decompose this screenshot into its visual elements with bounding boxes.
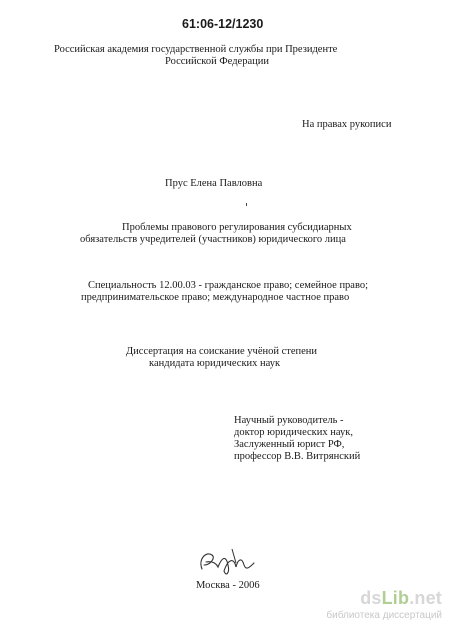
institution-line-1: Российская академия государственной службы при Президенте [54, 44, 338, 55]
institution-line-2: Российской Федерации [165, 56, 269, 67]
place-year: Москва - 2006 [196, 580, 260, 591]
supervisor-line-2: доктор юридических наук, [234, 427, 353, 438]
brand-ds: ds [360, 588, 382, 608]
watermark-brand [360, 588, 442, 609]
supervisor-line-1: Научный руководитель - [234, 415, 344, 426]
watermark-logo [326, 588, 446, 626]
handwritten-signature [196, 545, 260, 581]
supervisor-line-3: Заслуженный юрист РФ, [234, 439, 345, 450]
specialty-line-2: предпринимательское право; международное частное право [81, 292, 350, 303]
brand-lib: Lib [381, 588, 410, 608]
document-code: 61:06-12/1230 [182, 17, 264, 31]
title-line-2: обязательств учредителей (участников) юридического лица [80, 234, 346, 245]
manuscript-note: На правах рукописи [302, 119, 392, 130]
brand-net: .net [409, 588, 442, 608]
degree-line-1: Диссертация на соискание учёной степени [126, 346, 318, 357]
watermark-subtitle: библиотека диссертаций [326, 610, 442, 621]
author-name: Прус Елена Павловна [165, 178, 263, 189]
supervisor-line-4: профессор В.В. Витрянский [234, 451, 361, 462]
specialty-line-1: Специальность 12.00.03 - гражданское право; семейное право; [88, 280, 369, 291]
title-line-1: Проблемы правового регулирования субсидиарных [122, 222, 352, 233]
scan-speck [246, 203, 247, 206]
degree-line-2: кандидата юридических наук [149, 358, 281, 369]
